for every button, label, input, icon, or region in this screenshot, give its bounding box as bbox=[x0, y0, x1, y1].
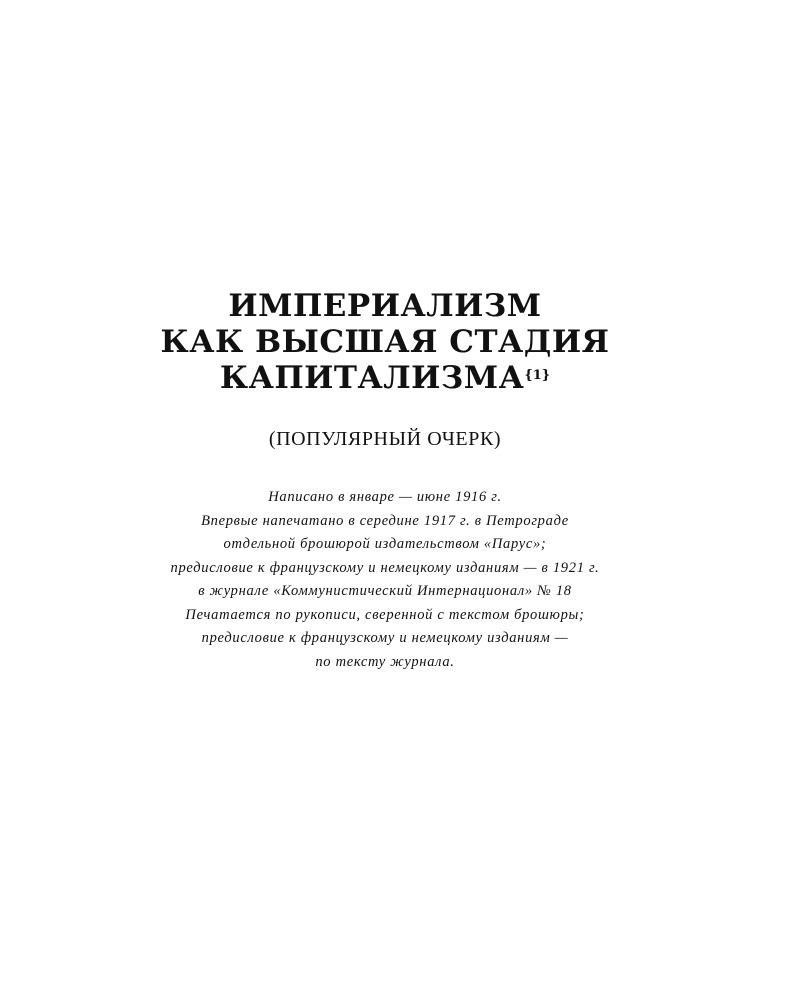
title-line-1: ИМПЕРИАЛИЗМ bbox=[228, 288, 542, 324]
note-line: Печатается по рукописи, сверенной с текстом брошюры; bbox=[185, 606, 585, 623]
footnote-reference[interactable]: {1} bbox=[524, 368, 551, 383]
note-line: Впервые напечатано в середине 1917 г. в Петрограде bbox=[201, 512, 569, 529]
note-line: предисловие к французскому и немецкому изданиям — bbox=[201, 630, 569, 646]
note-line: предисловие к французскому и немецкому изданиям — в 1921 г. bbox=[170, 559, 600, 576]
note-line: Написано в январе — июне 1916 г. bbox=[268, 489, 502, 505]
note-line: в журнале «Коммунистический Интернационал» № 18 bbox=[198, 583, 572, 599]
title-line-3-text: КАПИТАЛИЗМА bbox=[219, 360, 525, 396]
title-line-2: КАК ВЫСШАЯ СТАДИЯ bbox=[160, 324, 610, 360]
title-line-3 bbox=[0, 360, 770, 396]
subtitle: (ПОПУЛЯРНЫЙ ОЧЕРК) bbox=[268, 428, 502, 450]
note-line: по тексту журнала. bbox=[315, 653, 455, 670]
publication-notes bbox=[0, 486, 770, 674]
page-title bbox=[0, 288, 770, 396]
note-line: отдельной брошюрой издательством «Парус»; bbox=[223, 536, 547, 552]
